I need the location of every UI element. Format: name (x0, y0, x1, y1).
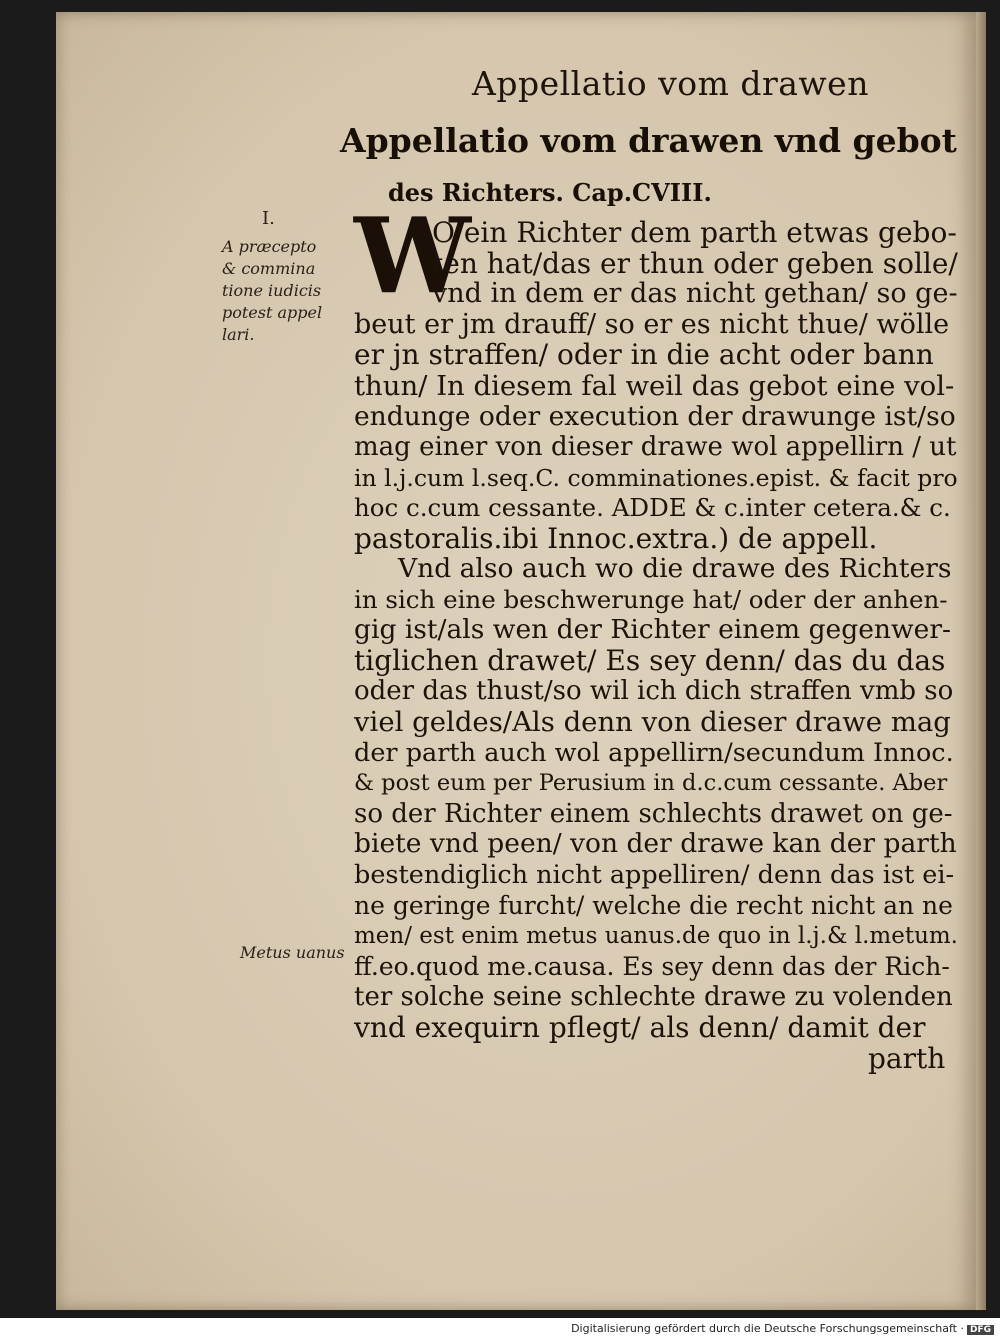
marginal-note (222, 236, 352, 346)
marginal-note-line: potest appel (222, 303, 323, 322)
text-line: beut er jm drauff/ so er es nicht thue/ wölle (354, 308, 950, 340)
text-line: in l.j.cum l.seq.C. comminationes.epist. & facit pro (354, 463, 958, 492)
text-line: oder das thust/so wil ich dich straffen vmb so (354, 676, 954, 707)
text-line: biete vnd peen/ von der drawe kan der parth (354, 828, 957, 860)
text-line: ter solche seine schlechte drawe zu volenden (354, 982, 953, 1013)
text-line: ff.eo.quod me.causa. Es sey denn das der Rich- (354, 951, 950, 981)
text-line: er jn straffen/ oder in die acht oder bann (354, 338, 934, 372)
text-line: O ein Richter dem parth etwas gebo- (432, 216, 957, 249)
text-line: vnd in dem er das nicht gethan/ so ge- (432, 278, 958, 310)
text-line: gig ist/als wen der Richter einem gegenwer- (354, 614, 951, 646)
text-line: in sich eine beschwerunge hat/ oder der anhen- (354, 584, 948, 614)
drop-cap: W (354, 194, 471, 317)
digitization-credit (571, 1322, 994, 1335)
text-line: endunge oder execution der drawunge ist/so (354, 400, 956, 432)
text-line: & post eum per Perusium in d.c.cum cessante. Aber (354, 770, 948, 797)
text-line: mag einer von dieser drawe wol appellirn / ut (354, 432, 957, 463)
text-line: Vnd also auch wo die drawe des Richters (398, 553, 952, 584)
text-line: bestendiglich nicht appelliren/ denn das ist ei- (354, 860, 955, 890)
text-line: viel geldes/Als denn von dieser drawe mag (354, 706, 951, 738)
catchword: parth (868, 1042, 946, 1075)
text-line: pastoralis.ibi Innoc.extra.) de appell. (354, 522, 878, 555)
running-head: Appellatio vom drawen (472, 64, 869, 103)
text-line: hoc c.cum cessante. ADDE & c.inter cetera.& c. (354, 493, 951, 523)
text-line: so der Richter einem schlechts drawet on ge- (354, 798, 953, 829)
marginal-note-line: A præcepto (222, 237, 317, 256)
text-line: men/ est enim metus uanus.de quo in l.j.& l.metum. (354, 923, 958, 950)
marginal-note-line: tione iudicis (222, 281, 322, 300)
marginal-note-line: lari. (222, 325, 255, 344)
text-line: thun/ In diesem fal weil das gebot eine vol- (354, 370, 955, 402)
text-line: ne geringe furcht/ welche die recht nicht an ne (354, 890, 953, 920)
marginal-note-metus: Metus uanus (240, 943, 345, 962)
dfg-logo: DFG (967, 1325, 994, 1335)
marginal-number: I. (262, 208, 275, 229)
text-line: der parth auch wol appellirn/secundum Innoc. (354, 737, 954, 768)
chapter-title-line-1: Appellatio vom drawen vnd gebot (340, 121, 957, 160)
page-edge (976, 12, 986, 1310)
marginal-note-line: & commina (222, 259, 316, 278)
chapter-title-line-2: des Richters. Cap.CVIII. (388, 178, 712, 207)
text-line: ten hat/das er thun oder geben solle/ (432, 246, 958, 280)
text-line: tiglichen drawet/ Es sey denn/ das du das (354, 643, 946, 677)
text-line: vnd exequirn pflegt/ als denn/ damit der (354, 1011, 926, 1044)
credit-text: Digitalisierung gefördert durch die Deutsche Forschungsgemeinschaft · (571, 1322, 964, 1335)
